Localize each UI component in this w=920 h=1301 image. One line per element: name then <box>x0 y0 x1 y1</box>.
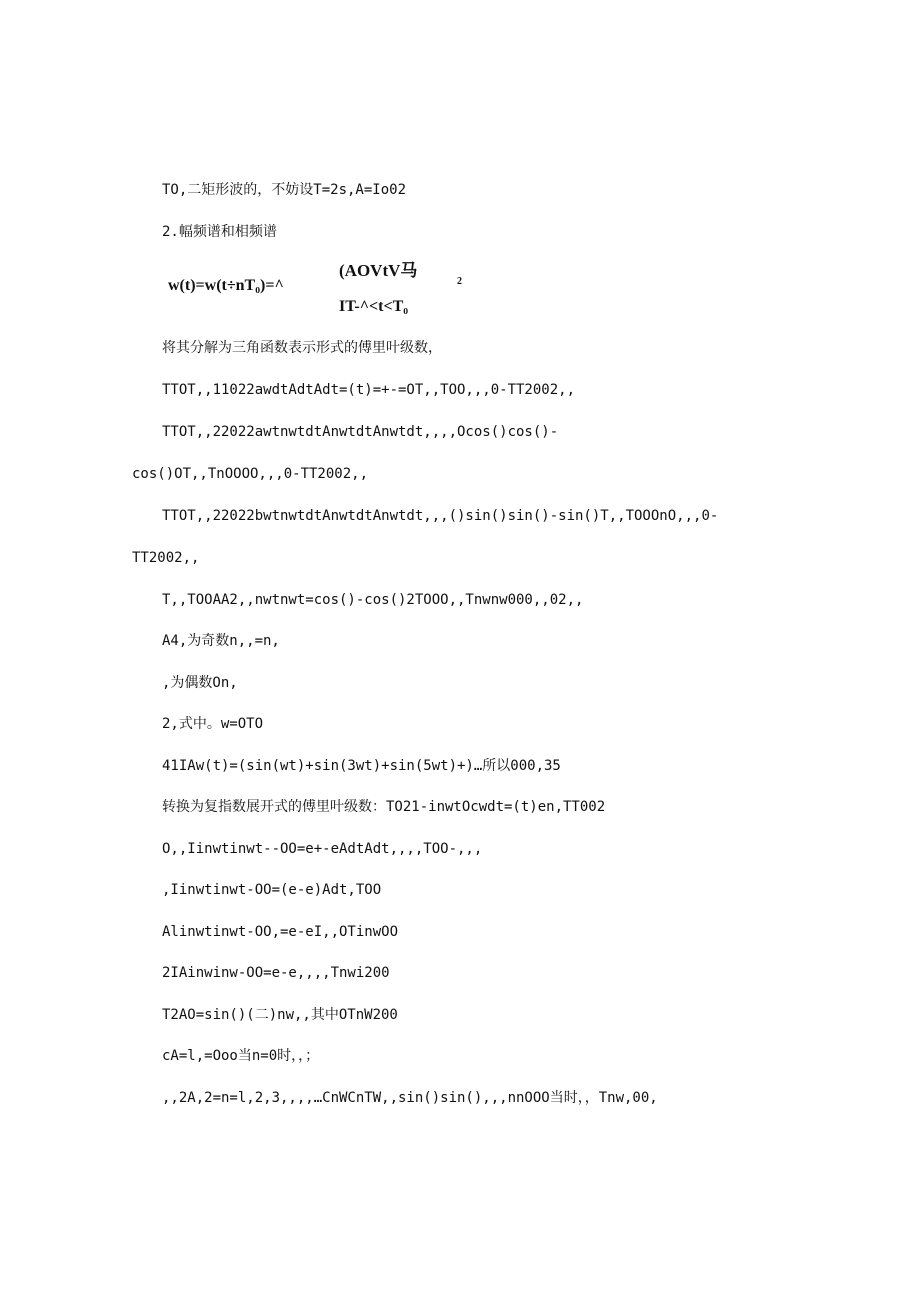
text-line-19: T2AO=sin()(二)nw,,其中OTnW200 <box>162 1007 398 1023</box>
text-line-7: TTOT,,22022bwtnwtdtAnwtdtAnwtdt,,,()sin()sin()-sin()T,,TOOOnO,,,0- <box>162 508 719 524</box>
text-line-20: cA=l,=Ooo当n=0时，，； <box>162 1048 320 1064</box>
text-line-15: O,,Iinwtinwt--OO=e+-eAdtAdt,,,,TOO-,,, <box>162 841 483 857</box>
text-line-6: cos()OT,,TnOOOO,,,0-TT2002,, <box>132 466 369 482</box>
text-line-9: T,,TOOAA2,,nwtnwt=cos()-cos()2TOOO,,Tnwnw000,,02,, <box>162 592 584 608</box>
text-line-3: 将其分解为三角函数表示形式的傅里叶级数， <box>162 340 442 356</box>
formula-main: w(t)=w(t÷nT₀)=^ <box>168 277 284 294</box>
text-line-17: Alinwtinwt-OO,=e-eI,,OTinwOO <box>162 924 399 940</box>
text-line-5: TTOT,,22022awtnwtdtAnwtdtAnwtdt,,,,Ocos()cos()- <box>162 424 559 440</box>
text-line-8: TT2002,, <box>132 550 200 566</box>
formula-top: (AOVtV马 <box>339 261 418 280</box>
text-line-13: 41IAw(t)=(sin(wt)+sin(3wt)+sin(5wt)+)…所以000,35 <box>162 758 561 774</box>
text-line-4: TTOT,,11022awdtAdtAdt=(t)=+-=OT,,TOO,,,0-TT2002,, <box>162 382 576 398</box>
text-line-18: 2IAinwinw-OO=e-e,,,,Tnwi200 <box>162 965 390 981</box>
text-line-2: 2.幅频谱和相频谱 <box>162 224 277 240</box>
text-line-1: TO,二矩形波的，不妨设T=2s,A=Io02 <box>162 182 407 198</box>
text-line-11: ,为偶数On, <box>162 675 238 691</box>
text-line-16: ,Iinwtinwt-OO=(e-e)Adt,TOO <box>162 882 382 898</box>
text-line-10: A4,为奇数n,,=n, <box>162 633 280 649</box>
text-line-21: ,,2A,2=n=l,2,3,,,,…CnWCnTW,,sin()sin(),,,nnOOO当时，，Tnw,00, <box>162 1090 658 1106</box>
text-line-14: 转换为复指数展开式的傅里叶级数：TO21-inwtOcwdt=(t)en,TT002 <box>162 799 606 815</box>
formula-superscript: 2 <box>457 276 462 287</box>
formula-bottom: IT-^<t<T₀ <box>339 298 409 315</box>
text-line-12: 2,式中。w=OTO <box>162 716 264 732</box>
